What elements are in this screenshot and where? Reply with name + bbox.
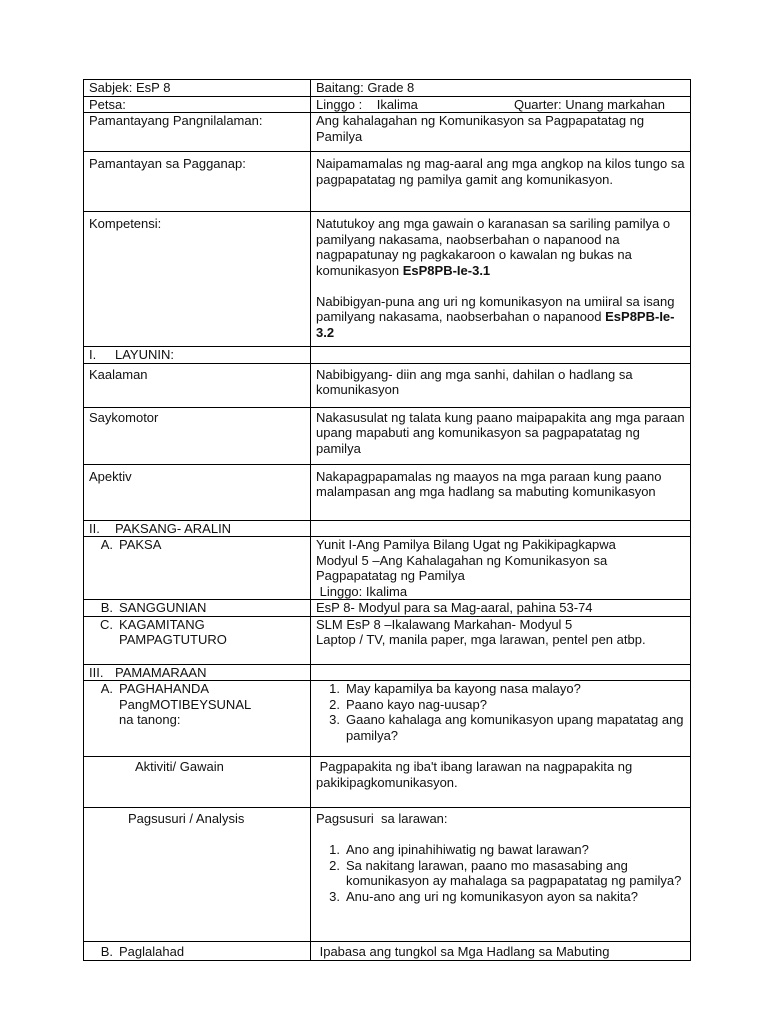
- performance-standard-text: Naipamamalas ng mag-aaral ang mga angkop na kilos tungo sa pagpapatatag ng pamilya gamit ang komunikasyon.: [311, 152, 691, 212]
- competency-label: Kompetensi:: [84, 212, 311, 347]
- table-row: [84, 664, 691, 681]
- analysis-cell: Pagsusuri sa larawan: 1. Ano ang ipinahihiwatig ng bawat larawan? 2. Sa nakitang larawan, paano mo masasabing ang komunikasyon ay mahalaga sa pagpapatatag ng pamilya? 3. Anu-ano ang uri ng komunikasyon ayon sa nakita?: [311, 808, 691, 942]
- quarter-text: Quarter: Unang markahan: [513, 96, 665, 112]
- presentation-text: Ipabasa ang tungkol sa Mga Hadlang sa Mabuting: [311, 942, 691, 961]
- presentation-label: B. Paglalahad: [84, 942, 311, 961]
- psychomotor-text: Nakasusulat ng talata kung paano maipapakita ang mga paraan upang mapabuti ang komunikasyon sa pagpapatatag ng pamilya: [311, 407, 691, 464]
- table-row: [84, 942, 691, 961]
- psychomotor-label: Saykomotor: [84, 407, 311, 464]
- table-row: [84, 681, 691, 757]
- table-row: [84, 600, 691, 617]
- competency-1: Natutukoy ang mga gawain o karanasan sa sariling pamilya o pamilyang nakasama, naobserbahan o napanood na nagpapatunay ng pagkakaroon o kawalan ng bukas na komunikasyon EsP8PB-Ie-3.1: [316, 216, 671, 278]
- materials-label: C. KAGAMITANG PAMPAGTUTURO: [84, 616, 311, 664]
- activity-text: Pagpapakita ng iba't ibang larawan na nagpapakita ng pakikipagkomunikasyon.: [311, 757, 691, 808]
- subject-matter-heading: II. PAKSANG- ARALIN: [84, 520, 311, 537]
- table-row: [84, 808, 691, 942]
- table-row: [84, 537, 691, 600]
- content-standard-text: Ang kahalagahan ng Komunikasyon sa Pagpapatatag ng Pamilya: [311, 113, 691, 152]
- table-row: [84, 520, 691, 537]
- table-row: [84, 464, 691, 520]
- references-label: B. SANGGUNIAN: [84, 600, 311, 617]
- date-cell: Petsa:: [84, 96, 311, 113]
- knowledge-text: Nabibigyang- diin ang mga sanhi, dahilan o hadlang sa komunikasyon: [311, 363, 691, 407]
- analysis-label: Pagsusuri / Analysis: [84, 808, 311, 942]
- week-quarter-cell: [311, 96, 691, 113]
- competency-2: Nabibigyan-puna ang uri ng komunikasyon na umiiral sa isang pamilyang nakasama, naobserbahan o napanood EsP8PB-Ie-3.2: [316, 293, 675, 340]
- competency-1-code: EsP8PB-Ie-3.1: [402, 262, 491, 278]
- competency-2-code: EsP8PB-Ie-3.2: [316, 309, 675, 340]
- topic-label: A. PAKSA: [84, 537, 311, 600]
- table-row: [84, 616, 691, 664]
- table-row: [84, 152, 691, 212]
- table-row: [84, 96, 691, 113]
- table-row: [84, 113, 691, 152]
- competency-cell: [311, 212, 691, 347]
- performance-standard-label: Pamantayan sa Pagganap:: [84, 152, 311, 212]
- table-row: [84, 407, 691, 464]
- affective-label: Apektiv: [84, 464, 311, 520]
- table-row: [84, 347, 691, 364]
- materials-cell: SLM EsP 8 –Ikalawang Markahan- Modyul 5 Laptop / TV, manila paper, mga larawan, pentel pen atbp.: [311, 616, 691, 664]
- content-standard-label: Pamantayang Pangnilalaman:: [84, 113, 311, 152]
- topic-cell: Yunit I-Ang Pamilya Bilang Ugat ng Pakikipagkapwa Modyul 5 –Ang Kahalagahan ng Komunikasyon sa Pagpapatatag ng Pamilya Linggo: Ikalima: [311, 537, 691, 600]
- week-text: Linggo : Ikalima: [316, 96, 418, 112]
- preparation-label: A. PAGHAHANDA PangMOTIBEYSUNAL na tanong:: [84, 681, 311, 757]
- motivation-questions: 1. May kapamilya ba kayong nasa malayo? 2. Paano kayo nag-uusap? 3. Gaano kahalaga ang komunikasyon upang mapatatag ang pamilya?: [311, 681, 691, 757]
- procedure-heading: III. PAMAMARAAN: [84, 664, 311, 681]
- subject-cell: Sabjek: EsP 8: [84, 80, 311, 97]
- table-row: [84, 212, 691, 347]
- table-row: [84, 757, 691, 808]
- table-row: [84, 80, 691, 97]
- grade-cell: Baitang: Grade 8: [311, 80, 691, 97]
- knowledge-label: Kaalaman: [84, 363, 311, 407]
- references-text: EsP 8- Modyul para sa Mag-aaral, pahina 53-74: [311, 600, 691, 617]
- lesson-plan-table: [83, 79, 691, 961]
- activity-label: Aktiviti/ Gawain: [84, 757, 311, 808]
- objectives-heading: I. LAYUNIN:: [84, 347, 311, 364]
- table-row: [84, 363, 691, 407]
- affective-text: Nakapagpapamalas ng maayos na mga paraan kung paano malampasan ang mga hadlang sa mabuting komunikasyon: [311, 464, 691, 520]
